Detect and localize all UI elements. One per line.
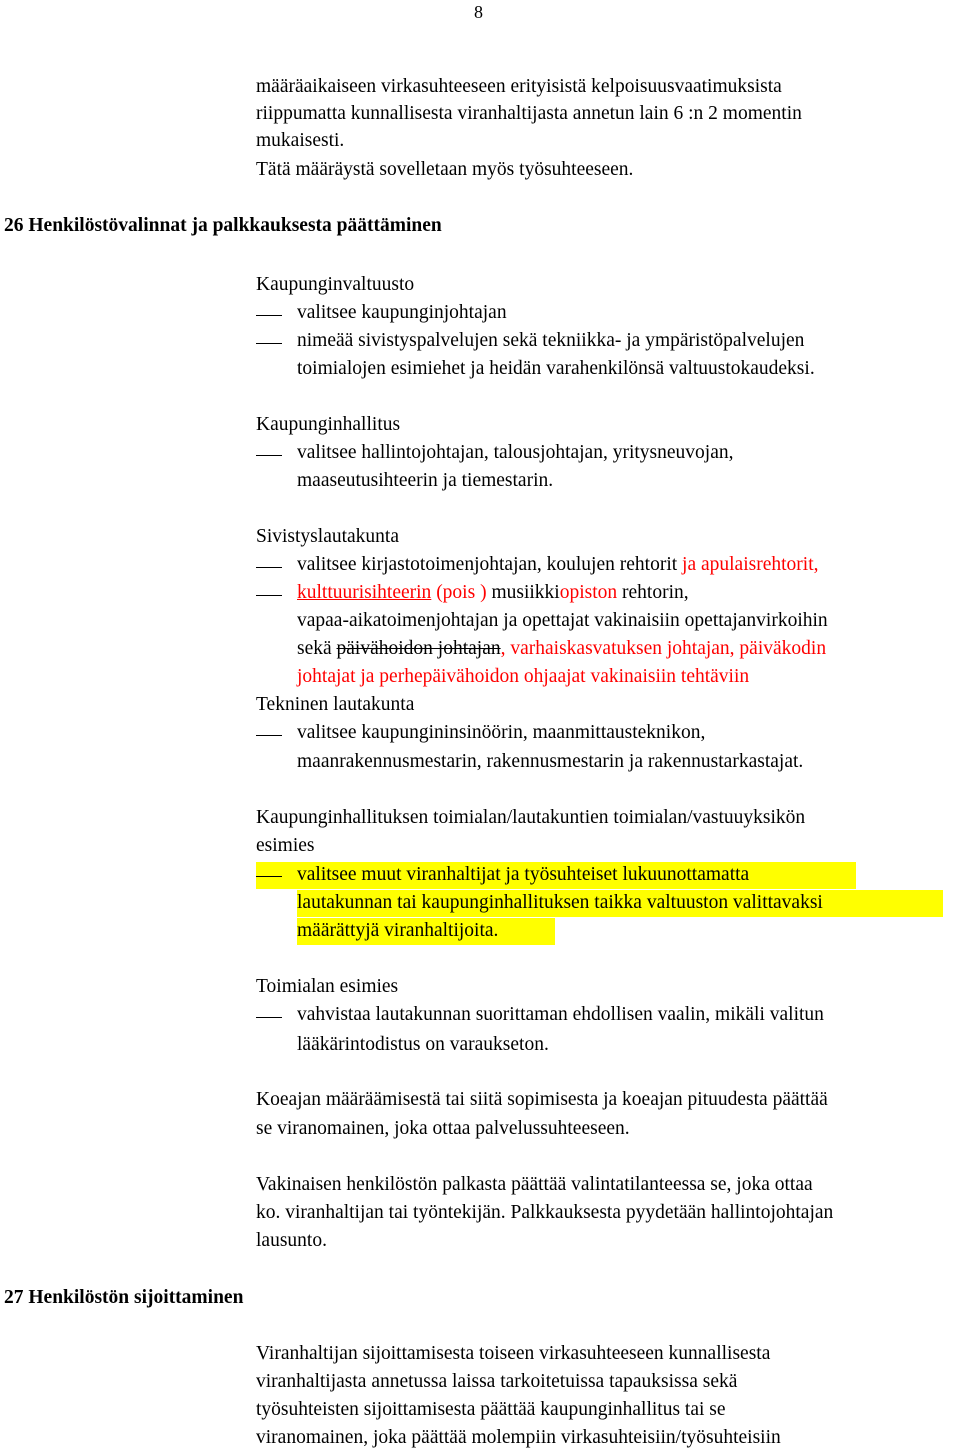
list-dash — [256, 595, 282, 596]
sivistys-line-5: johtajat ja perhepäivähoidon ohjaajat vakinaisiin tehtäviin — [297, 666, 750, 687]
valtuusto-item: valitsee kaupunginjohtajan — [297, 302, 507, 323]
intro-line: riippumatta kunnallisesta viranhaltijasta annetun lain 6 :n 2 momentin — [256, 103, 802, 124]
toimiala-item-cont: lääkärintodistus on varaukseton. — [297, 1034, 549, 1055]
esimies-title: Kaupunginhallituksen toimialan/lautakuntien toimialan/vastuuyksikön — [256, 807, 806, 828]
sivistys-line-3: vapaa-aikatoimenjohtajan ja opettajat vakinaisiin opettajanvirkoihin — [297, 610, 828, 631]
list-dash — [256, 315, 282, 316]
sivistys-line-4 — [297, 639, 826, 659]
sivistys-text: sekä — [297, 638, 337, 659]
palkka-line: lausunto. — [256, 1230, 327, 1251]
palkka-line: ko. viranhaltijan tai työntekijän. Palkkauksesta pyydetään hallintojohtajan — [256, 1202, 834, 1223]
intro-line: Tätä määräystä sovelletaan myös työsuhteeseen. — [256, 159, 634, 180]
sivistys-line-1 — [297, 555, 818, 575]
valtuusto-item: nimeää sivistyspalvelujen sekä tekniikka- ja ympäristöpalvelujen — [297, 330, 805, 351]
hallitus-title: Kaupunginhallitus — [256, 414, 401, 435]
list-dash — [256, 343, 282, 344]
intro-line: mukaisesti. — [256, 130, 345, 151]
esimies-item-cont: lautakunnan tai kaupunginhallituksen taikka valtuuston valittavaksi — [297, 892, 823, 913]
valtuusto-title: Kaupunginvaltuusto — [256, 274, 415, 295]
esimies-item: valitsee muut viranhaltijat ja työsuhteiset lukuunottamatta — [297, 864, 750, 885]
section-26-heading: 26 Henkilöstövalinnat ja palkkauksesta päättäminen — [4, 215, 442, 236]
section-27-line: viranomainen, joka päättää molempiin virkasuhteisiin/työsuhteisiin — [256, 1427, 781, 1448]
tekninen-item-cont: maanrakennusmestarin, rakennusmestarin ja rakennustarkastajat. — [297, 751, 804, 772]
page-number: 8 — [474, 2, 483, 22]
section-27-heading: 27 Henkilöstön sijoittaminen — [4, 1287, 244, 1308]
inserted-text: opiston — [559, 582, 618, 603]
toimiala-title: Toimialan esimies — [256, 976, 399, 997]
list-dash — [256, 1017, 282, 1018]
sivistys-title: Sivistyslautakunta — [256, 526, 399, 547]
tekninen-item: valitsee kaupungininsinöörin, maanmittausteknikon, — [297, 722, 706, 743]
sivistys-line-2 — [297, 583, 689, 603]
tekninen-title: Tekninen lautakunta — [256, 694, 415, 715]
sivistys-text: rehtorin, — [617, 582, 689, 603]
inserted-text: , varhaiskasvatuksen johtajan, päiväkodin — [500, 638, 827, 659]
list-dash — [256, 735, 282, 736]
inserted-underlined-text: kulttuurisihteerin — [297, 582, 432, 603]
intro-line: määräaikaiseen virkasuhteeseen erityisistä kelpoisuusvaatimuksista — [256, 76, 782, 97]
inserted-text: (pois ) — [431, 582, 492, 603]
hallitus-item-cont: maaseutusihteerin ja tiemestarin. — [297, 470, 554, 491]
hallitus-item: valitsee hallintojohtajan, talousjohtajan, yritysneuvojan, — [297, 442, 734, 463]
inserted-text: ja apulaisrehtorit, — [682, 554, 819, 575]
struck-text: päivähoidon johtajan — [336, 638, 501, 659]
list-dash — [256, 876, 282, 877]
sivistys-text: musiikki — [491, 582, 560, 603]
section-27-line: Viranhaltijan sijoittamisesta toiseen virkasuhteeseen kunnallisesta — [256, 1343, 771, 1364]
section-27-line: viranhaltijasta annetussa laissa tarkoitetuissa tapauksissa sekä — [256, 1371, 738, 1392]
esimies-title-cont: esimies — [256, 835, 315, 856]
palkka-line: Vakinaisen henkilöstön palkasta päättää valintatilanteessa se, joka ottaa — [256, 1174, 813, 1195]
valtuusto-item-cont: toimialojen esimiehet ja heidän varahenkilönsä valtuustokaudeksi. — [297, 358, 815, 379]
section-27-line: työsuhteisten sijoittamisesta päättää kaupunginhallitus tai se — [256, 1399, 726, 1420]
sivistys-text: valitsee kirjastotoimenjohtajan, koulujen rehtorit — [297, 554, 683, 575]
list-dash — [256, 455, 282, 456]
esimies-item-cont: määrättyjä viranhaltijoita. — [297, 920, 499, 941]
list-dash — [256, 567, 282, 568]
koeaika-line: se viranomainen, joka ottaa palvelussuhteeseen. — [256, 1118, 630, 1139]
koeaika-line: Koeajan määräämisestä tai siitä sopimisesta ja koeajan pituudesta päättää — [256, 1089, 828, 1110]
toimiala-item: vahvistaa lautakunnan suorittaman ehdollisen vaalin, mikäli valitun — [297, 1004, 824, 1025]
